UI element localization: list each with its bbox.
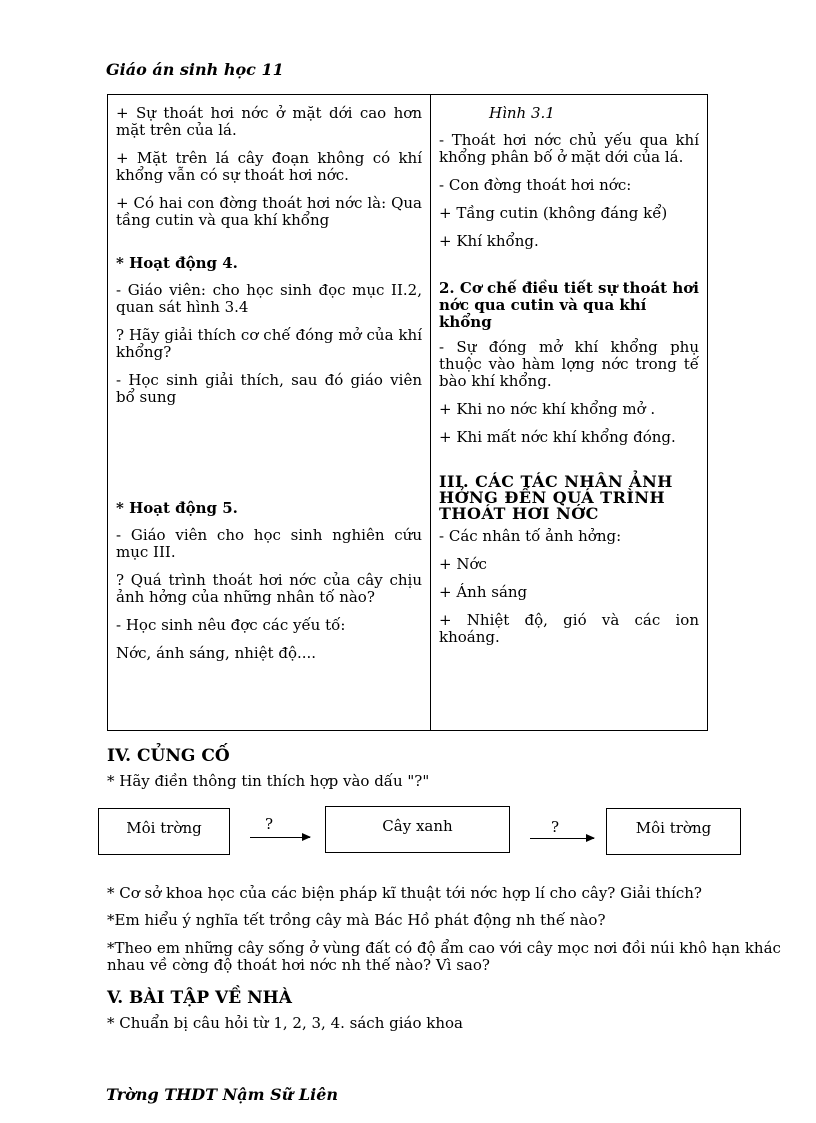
lesson-table [107, 94, 708, 731]
right-para: - Sự đóng mở khí khổng phụ thuộc vào hàm lợng nớc trong tế bào khí khổng. [439, 338, 699, 390]
left-para: Nớc, ánh sáng, nhiệt độ.... [116, 644, 317, 662]
left-para: - Giáo viên cho học sinh nghiên cứu mục III. [116, 526, 422, 561]
flow-box-plant [325, 806, 510, 853]
section-iv-title: IV. CỦNG CỐ [107, 746, 230, 766]
flow-box-label: Môi trờng [635, 819, 712, 837]
flow-box-environment-2 [606, 808, 741, 855]
section-v-title: V. BÀI TẬP VỀ NHÀ [107, 988, 292, 1008]
flow-box-label: Cây xanh [382, 817, 453, 835]
review-question: *Theo em những cây sống ở vùng đất có độ ẩm cao với cây mọc nơi đồi núi khô hạn khác nhau về cờng độ thoát hơi nớc nh thế nào? Vì sao? [107, 939, 781, 974]
page-header: Giáo án sinh học 11 [106, 60, 284, 79]
flow-box-label: Môi trờng [126, 819, 202, 837]
left-para: + Sự thoát hơi nớc ở mặt dới cao hơn mặt trên của lá. [116, 104, 422, 139]
right-para: + Khi no nớc khí khổng mở . [439, 400, 656, 418]
mechanism-heading: 2. Cơ chế điều tiết sự thoát hơi nớc qua cutin và qua khí khổng [439, 279, 699, 331]
homework-line: * Chuẩn bị câu hỏi từ 1, 2, 3, 4. sách giáo khoa [107, 1014, 463, 1032]
right-para: + Nớc [439, 555, 487, 573]
left-para: ? Hãy giải thích cơ chế đóng mở của khí khổng? [116, 326, 422, 361]
activity-5-heading: * Hoạt động 5. [116, 499, 238, 517]
right-para: - Con đờng thoát hơi nớc: [439, 176, 632, 194]
right-para: - Các nhân tố ảnh hởng: [439, 527, 622, 545]
review-question: * Cơ sở khoa học của các biện pháp kĩ thuật tới nớc hợp lí cho cây? Giải thích? [107, 884, 702, 902]
flow-arrow-1 [250, 837, 310, 838]
right-para: + Khi mất nớc khí khổng đóng. [439, 428, 676, 446]
table-left-column [108, 95, 431, 730]
flow-box-environment-1 [98, 808, 230, 855]
section-iii-heading: III. CÁC TÁC NHÂN ẢNH HỞNG ĐẾN QUÁ TRÌNH THOÁT HƠI NỚC [439, 472, 673, 523]
left-para: ? Quá trình thoát hơi nớc của cây chịu ảnh hởng của những nhân tố nào? [116, 571, 422, 606]
page-footer: Trờng THDT Nậm Sữ Liên [106, 1085, 338, 1104]
figure-caption: Hình 3.1 [489, 104, 555, 122]
left-para: - Học sinh giải thích, sau đó giáo viên bổ sung [116, 371, 422, 406]
left-para: + Có hai con đờng thoát hơi nớc là: Qua tầng cutin và qua khí khổng [116, 194, 422, 229]
table-right-column [431, 95, 707, 730]
right-para: + Nhiệt độ, gió và các ion khoáng. [439, 611, 699, 646]
right-para: + Ánh sáng [439, 583, 528, 601]
left-para: - Giáo viên: cho học sinh đọc mục II.2, quan sát hình 3.4 [116, 281, 422, 316]
right-para: + Tầng cutin (không đáng kể) [439, 204, 668, 222]
activity-4-heading: * Hoạt động 4. [116, 254, 238, 272]
flow-question-mark-1: ? [265, 815, 274, 833]
left-para: + Mặt trên lá cây đoạn không có khí khổng vẫn có sự thoát hơi nớc. [116, 149, 422, 184]
flow-arrow-2 [530, 838, 594, 839]
right-para: + Khí khổng. [439, 232, 539, 250]
left-para: - Học sinh nêu đợc các yếu tố: [116, 616, 346, 634]
flow-question-mark-2: ? [551, 818, 560, 836]
right-para: - Thoát hơi nớc chủ yếu qua khí khổng phân bố ở mặt dới của lá. [439, 131, 699, 166]
fill-instruction: * Hãy điền thông tin thích hợp vào dấu "?" [107, 772, 430, 790]
review-question: *Em hiểu ý nghĩa tết trồng cây mà Bác Hồ phát động nh thế nào? [107, 911, 606, 929]
